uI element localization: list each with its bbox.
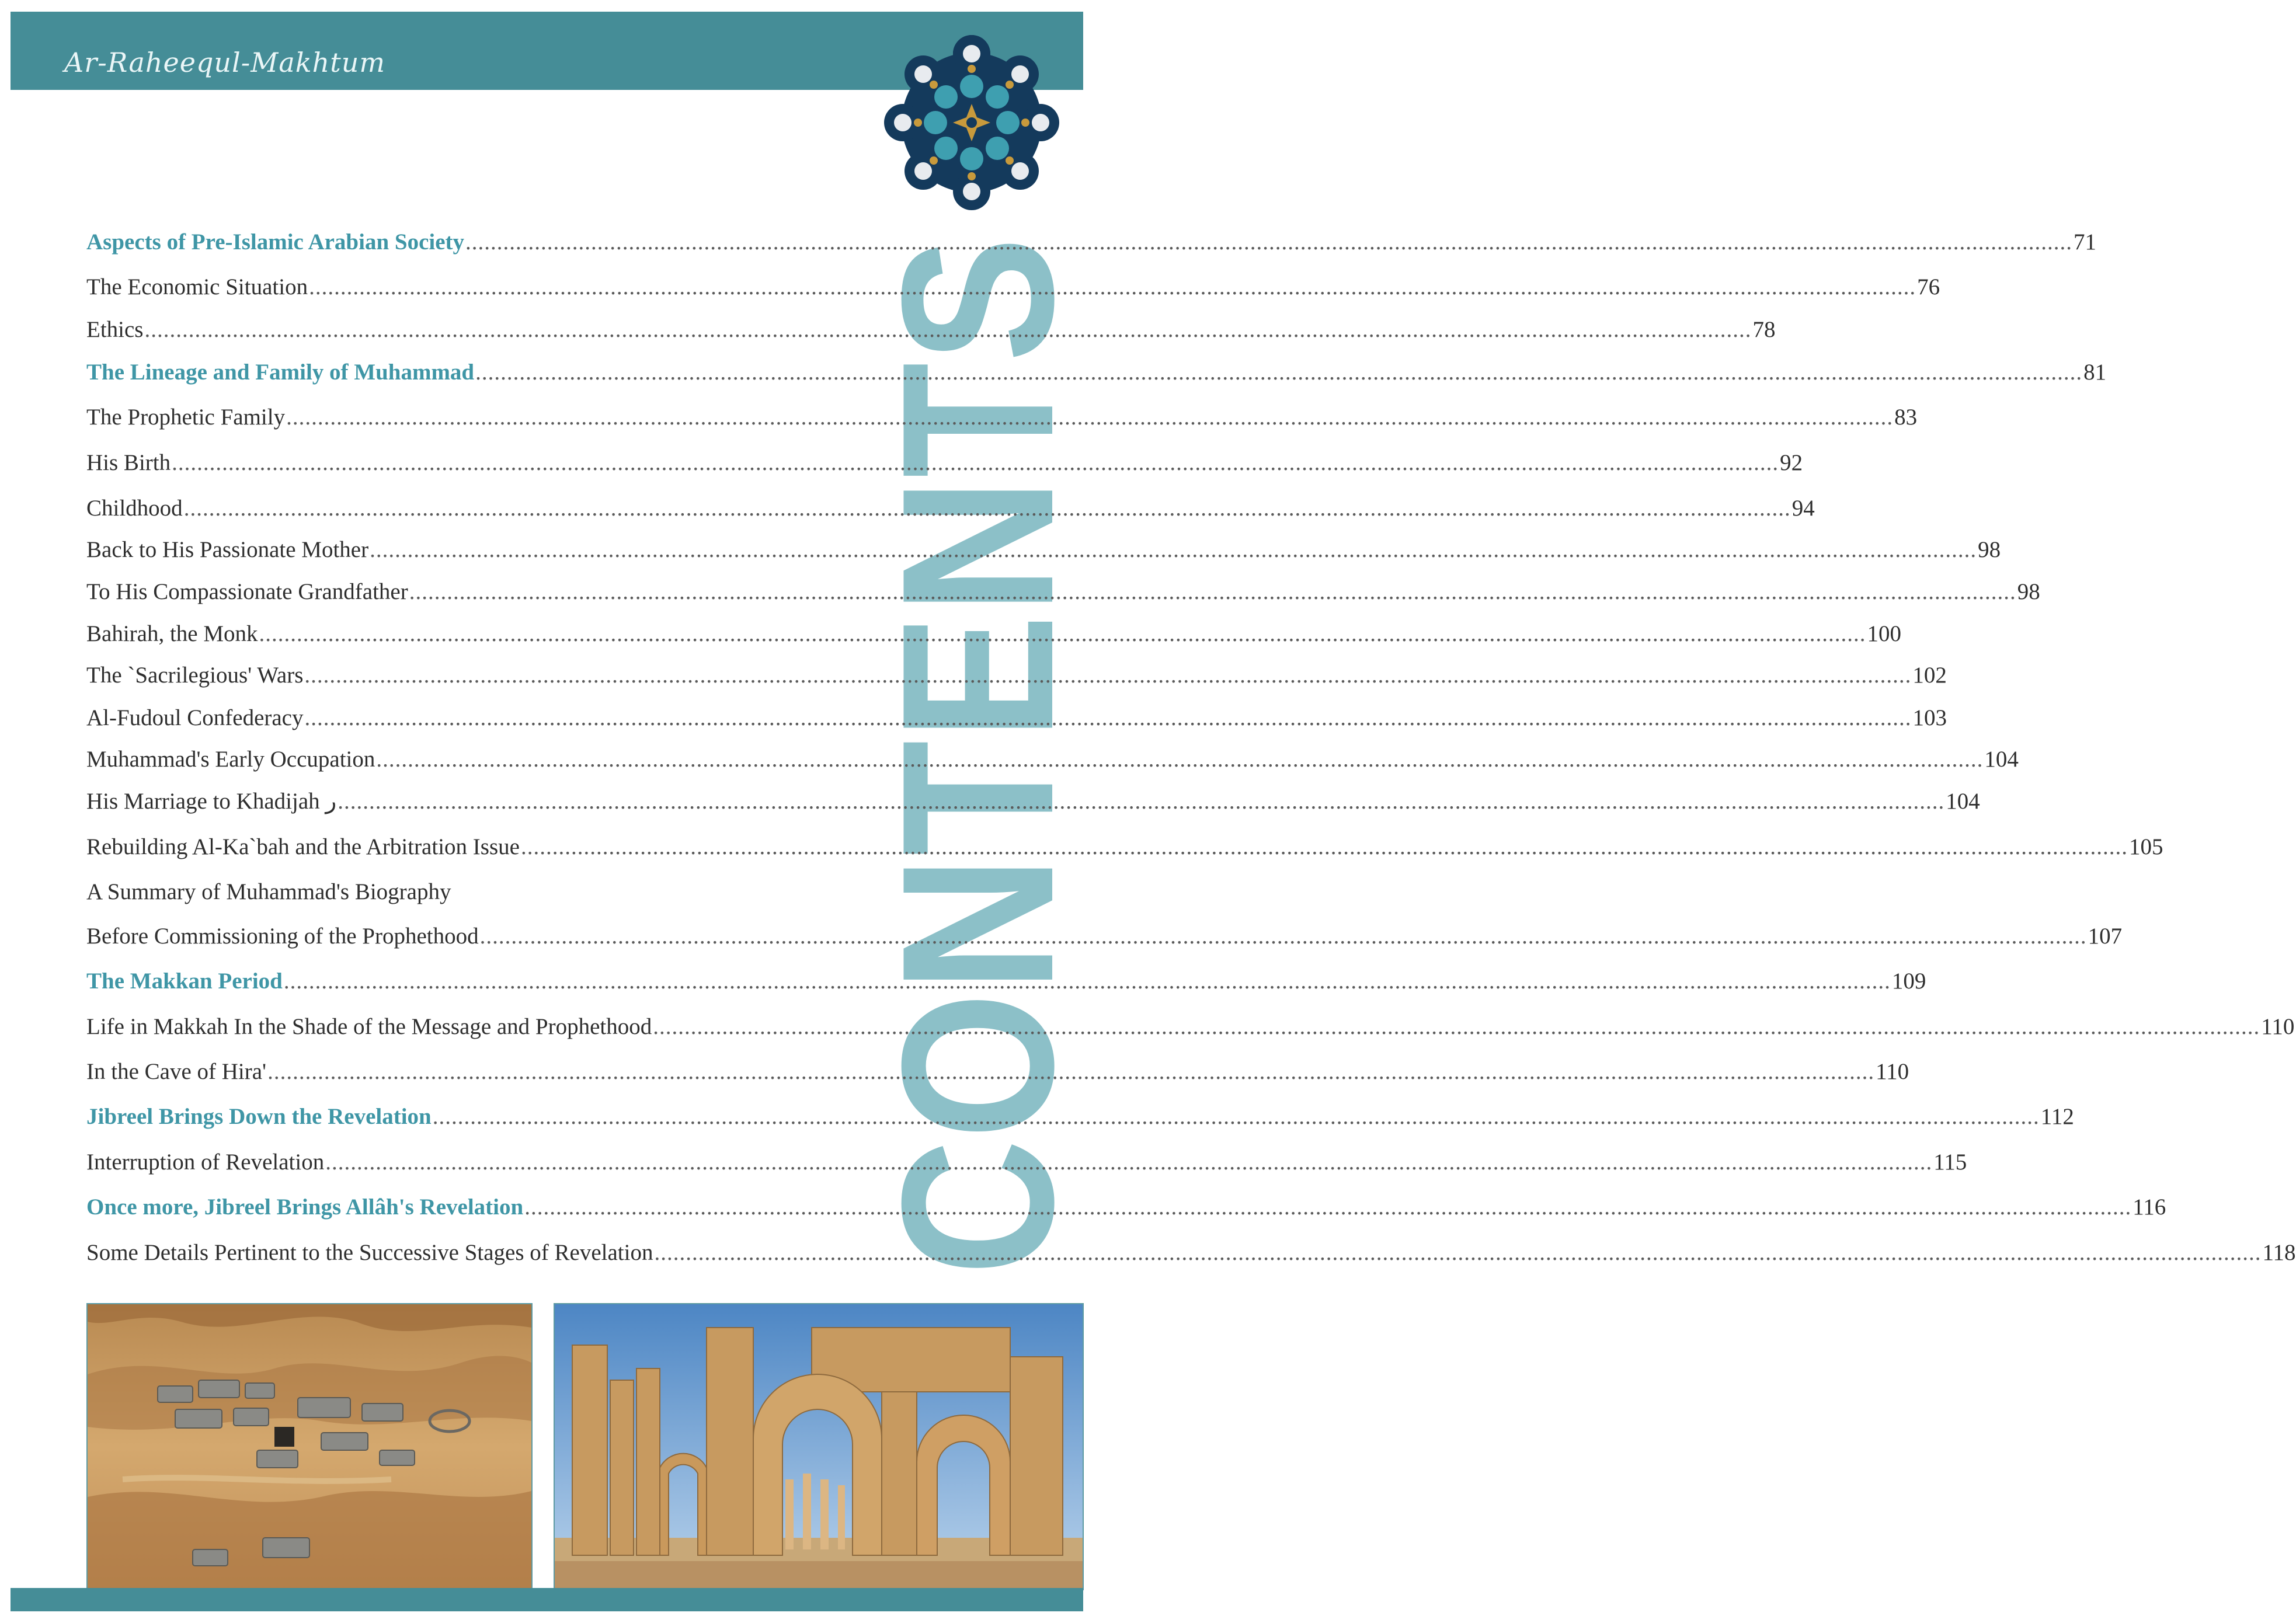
toc-dot-leader	[144, 316, 1751, 343]
toc-page-number: 71	[2074, 229, 2097, 255]
toc-page-number: 78	[1752, 317, 1776, 342]
toc-page-number: 116	[2133, 1194, 2166, 1220]
book-title: Ar-Raheequl-Makhtum	[64, 47, 386, 78]
toc-entry[interactable]	[86, 495, 1815, 530]
toc-dot-leader	[184, 495, 1791, 521]
toc-page-number: 104	[1984, 747, 2019, 772]
toc-entry-title: The Lineage and Family of Muhammad	[86, 360, 475, 385]
toc-entry[interactable]	[86, 834, 2163, 869]
toc-dot-leader	[309, 274, 1916, 300]
toc-entry[interactable]	[86, 621, 1902, 656]
toc-page-number: 98	[1978, 537, 2001, 562]
toc-page-number: 76	[1917, 274, 1940, 299]
toc-entry-title: The Makkan Period	[86, 969, 283, 994]
toc-page-number: 103	[1912, 705, 1947, 730]
toc-entry[interactable]	[86, 1149, 1967, 1184]
toc-dot-leader	[284, 968, 1891, 994]
toc-page-number: 92	[1780, 450, 1803, 475]
toc-entry[interactable]	[86, 316, 1776, 351]
toc-entry[interactable]	[86, 537, 2001, 572]
toc-section-heading[interactable]	[86, 1194, 2166, 1229]
toc-dot-leader	[286, 404, 1893, 430]
toc-entry-title: A Summary of Muhammad's Biography	[86, 879, 451, 904]
toc-section-heading[interactable]	[86, 359, 2107, 394]
rosette-ornament-icon	[884, 35, 1059, 210]
toc-page-number: 100	[1867, 621, 1902, 646]
toc-entry-title: Some Details Pertinent to the Successive Stages of Revelation	[86, 1240, 653, 1265]
toc-entry-title: His Birth	[86, 450, 171, 475]
toc-entry-title: Before Commissioning of the Prophethood	[86, 924, 479, 949]
toc-entry[interactable]	[86, 1058, 1909, 1093]
toc-page-number: 112	[2040, 1104, 2074, 1129]
ancient-ruins-arch-photo	[554, 1303, 1084, 1590]
toc-dot-leader	[304, 662, 1911, 688]
footer-band	[11, 1588, 1083, 1611]
svg-text:CONTENTS: CONTENTS	[857, 88, 1098, 1276]
toc-page-number: 110	[1876, 1059, 1909, 1084]
toc-entry[interactable]	[86, 404, 1918, 439]
toc-entry[interactable]	[86, 1014, 2295, 1049]
toc-entry[interactable]	[86, 705, 1947, 740]
toc-dot-leader	[521, 834, 2128, 860]
toc-page-number: 110	[2261, 1014, 2295, 1039]
toc-entry-title: Bahirah, the Monk	[86, 621, 258, 646]
toc-page-number: 105	[2128, 834, 2163, 859]
toc-entry-title: The `Sacrilegious' Wars	[86, 663, 304, 688]
toc-page-number: 83	[1894, 405, 1918, 430]
toc-entry-title: Childhood	[86, 496, 183, 521]
toc-dot-leader	[338, 788, 1944, 814]
toc-page-number: 94	[1791, 496, 1815, 521]
toc-entry-title: To His Compassionate Grandfather	[86, 579, 408, 604]
toc-entry-title: Rebuilding Al-Ka`bah and the Arbitration Issue	[86, 834, 520, 859]
toc-dot-leader	[654, 1239, 2261, 1266]
toc-page-number: 109	[1891, 969, 1926, 994]
toc-entry[interactable]	[86, 274, 1940, 309]
toc-dot-leader	[524, 1194, 2131, 1220]
toc-entry[interactable]	[86, 579, 2040, 614]
toc-dot-leader	[376, 746, 1983, 772]
toc-entry-title: Aspects of Pre-Islamic Arabian Society	[86, 229, 465, 255]
toc-entry-title: The Economic Situation	[86, 274, 308, 299]
toc-section-heading[interactable]	[86, 968, 1926, 1003]
toc-dot-leader	[475, 359, 2082, 385]
toc-entry[interactable]	[86, 746, 2019, 781]
toc-dot-leader	[172, 450, 1779, 476]
toc-section-heading[interactable]	[86, 1103, 2074, 1138]
toc-dot-leader	[465, 229, 2072, 255]
toc-dot-leader	[480, 923, 2087, 949]
toc-entry[interactable]	[86, 1239, 2296, 1274]
toc-dot-leader	[653, 1014, 2260, 1040]
desert-village-illustration	[86, 1303, 533, 1590]
toc-entry-title: Once more, Jibreel Brings Allâh's Revelation	[86, 1194, 524, 1220]
toc-dot-leader	[259, 621, 1866, 647]
toc-entry-title: Muhammad's Early Occupation	[86, 747, 375, 772]
toc-dot-leader	[370, 537, 1977, 563]
toc-page-number: 118	[2262, 1240, 2296, 1265]
toc-entry[interactable]	[86, 879, 798, 914]
toc-entry[interactable]	[86, 450, 1803, 485]
toc-page-number: 102	[1912, 663, 1947, 688]
toc-page-number: 115	[1933, 1150, 1967, 1175]
toc-entry-title: Ethics	[86, 317, 144, 342]
toc-entry-title: In the Cave of Hira'	[86, 1059, 267, 1084]
toc-entry[interactable]	[86, 662, 1947, 697]
toc-entry-title: Back to His Passionate Mother	[86, 537, 369, 562]
toc-entry-title: Interruption of Revelation	[86, 1150, 325, 1175]
toc-section-heading[interactable]	[86, 229, 2097, 264]
toc-dot-leader	[409, 579, 2016, 605]
toc-dot-leader	[433, 1103, 2040, 1130]
toc-dot-leader	[325, 1149, 1932, 1175]
toc-entry[interactable]	[86, 923, 2123, 958]
toc-entry[interactable]	[86, 788, 1980, 823]
toc-page-number: 81	[2083, 360, 2107, 385]
toc-entry-title: His Marriage to Khadijah ر	[86, 789, 337, 814]
toc-page-number: 104	[1946, 789, 1980, 814]
toc-entry-title: Al-Fudoul Confederacy	[86, 705, 304, 730]
toc-page-number: 98	[2017, 579, 2040, 604]
toc-entry-title: Life in Makkah In the Shade of the Message and Prophethood	[86, 1014, 652, 1039]
toc-entry-title: The Prophetic Family	[86, 405, 286, 430]
toc-dot-leader	[305, 705, 1912, 731]
toc-entry-title: Jibreel Brings Down the Revelation	[86, 1104, 432, 1129]
toc-dot-leader	[267, 1058, 1874, 1085]
toc-page-number: 107	[2088, 924, 2123, 949]
